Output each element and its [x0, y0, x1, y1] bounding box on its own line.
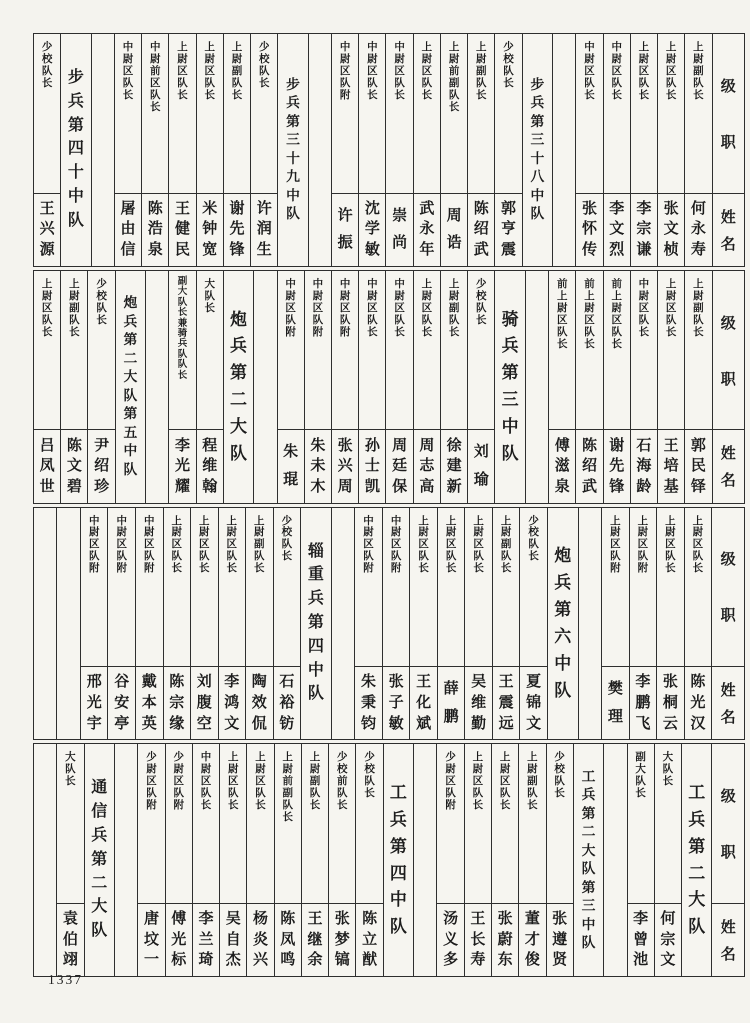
roster-entry-column — [223, 34, 250, 266]
rank-header-label: 级 职 — [720, 789, 736, 862]
rank-label: 上 尉 区 队 长 — [418, 515, 429, 575]
unit-title-column — [681, 744, 711, 976]
roster-entry-column — [274, 744, 301, 976]
unit-name: 辎 重 兵 第 四 中 队 — [307, 542, 324, 703]
person-name: 张 桐 云 — [662, 674, 678, 732]
person-name: 米 钟 宽 — [202, 200, 218, 259]
roster-entry-column — [190, 508, 218, 740]
unit-name: 步 兵 第 四 十 中 队 — [67, 69, 84, 229]
person-name: 樊 理 — [607, 681, 623, 725]
spacer-column — [91, 34, 114, 266]
roster-entry-column — [168, 271, 195, 503]
rank-label: 上 尉 区 队 长 — [41, 278, 53, 338]
person-name: 武 永 年 — [419, 200, 435, 259]
person-name: 刘 瑜 — [473, 444, 489, 488]
rank-label: 上 尉 区 队 长 — [692, 515, 704, 575]
roster-entry-column — [301, 744, 328, 976]
roster-entry-column — [385, 271, 412, 503]
roster-entry-column — [87, 271, 114, 503]
rank-label: 上 尉 副 队 长 — [254, 515, 265, 575]
rank-label: 中 尉 区 队 附 — [339, 42, 351, 101]
roster-entry-column — [437, 508, 465, 740]
roster-entry-column — [519, 508, 547, 740]
person-name: 周 志 高 — [419, 437, 435, 495]
person-name: 孙 士 凯 — [364, 437, 380, 495]
rank-label: 中 尉 区 队 长 — [584, 42, 595, 101]
roster-entry-column — [331, 271, 358, 503]
roster-entry-column — [219, 744, 246, 976]
rank-header-label: 级 职 — [720, 315, 736, 388]
spacer-column — [603, 744, 626, 976]
rank-header-label: 级 职 — [720, 78, 736, 151]
rank-label: 上 尉 区 队 长 — [204, 42, 215, 101]
roster-entry-column — [273, 508, 301, 740]
unit-title-column — [383, 744, 413, 976]
rank-label: 中 尉 区 队 长 — [367, 42, 378, 101]
roster-entry-column — [196, 271, 223, 503]
roster-entry-column — [546, 744, 573, 976]
roster-entry-column — [304, 271, 331, 503]
spacer-column — [552, 34, 575, 266]
page-number: 1337 — [48, 972, 83, 987]
person-name: 李 光 耀 — [175, 437, 191, 495]
roster-table — [33, 33, 745, 977]
person-name: 何 永 寿 — [690, 200, 706, 259]
person-name: 夏 锦 文 — [526, 674, 542, 732]
rank-label: 中 尉 区 队 长 — [638, 278, 650, 338]
roster-entry-column — [684, 271, 711, 503]
rank-label: 副 大 队 长 — [635, 752, 646, 800]
roster-entry-column — [491, 744, 518, 976]
person-name: 徐 建 新 — [446, 437, 462, 495]
person-name: 陈 光 汉 — [690, 674, 706, 732]
rank-label: 少 校 队 长 — [554, 752, 565, 800]
roster-entry-column — [629, 508, 657, 740]
roster-entry-column — [548, 271, 575, 503]
person-name: 张 梦 镐 — [334, 911, 350, 969]
roster-entry-column — [436, 744, 463, 976]
unit-name: 炮 兵 第 二 大 队 第 五 中 队 — [123, 295, 138, 477]
rank-label: 中 尉 区 队 附 — [143, 515, 155, 575]
person-name: 张 怀 传 — [581, 200, 597, 259]
rank-label: 中 尉 区 队 长 — [394, 278, 405, 338]
roster-entry-column — [354, 508, 382, 740]
person-name: 陈 宗 缘 — [169, 674, 185, 732]
rank-label: 上 尉 区 队 长 — [499, 752, 511, 812]
roster-band-2 — [33, 270, 745, 504]
person-name: 陈 绍 武 — [581, 437, 597, 495]
person-name: 吴 维 勤 — [471, 674, 487, 732]
rank-label: 少 校 队 长 — [41, 42, 53, 89]
name-header-label: 姓 名 — [720, 446, 736, 490]
unit-title-column — [277, 34, 307, 266]
person-name: 李 兰 琦 — [198, 911, 214, 969]
person-name: 刘 腹 空 — [196, 674, 212, 732]
person-name: 陶 效 侃 — [251, 674, 267, 732]
roster-entry-column — [355, 744, 382, 976]
rank-label: 中 尉 区 队 附 — [88, 515, 100, 575]
person-name: 沈 学 敏 — [364, 200, 380, 259]
rank-label: 上 尉 区 队 长 — [421, 278, 433, 338]
roster-entry-column — [464, 744, 491, 976]
rank-label: 上 尉 区 队 长 — [665, 278, 677, 338]
roster-entry-column — [656, 508, 684, 740]
person-name: 崇 尚 — [392, 207, 408, 252]
unit-name: 炮 兵 第 二 大 队 — [230, 309, 248, 463]
roster-entry-column — [246, 744, 273, 976]
roster-entry-column — [60, 271, 87, 503]
roster-entry-column — [464, 508, 492, 740]
rank-label: 上 尉 副 队 长 — [693, 42, 704, 101]
rank-label: 上 尉 副 队 长 — [231, 42, 243, 101]
person-name: 张 蔚 东 — [497, 911, 513, 969]
person-name: 戴 本 英 — [141, 674, 157, 732]
roster-entry-column — [467, 34, 494, 266]
rank-label: 中 尉 区 队 长 — [611, 42, 622, 101]
person-name: 邢 光 宇 — [86, 674, 102, 732]
person-name: 王 震 远 — [498, 674, 514, 732]
name-header-label: 姓 名 — [720, 683, 736, 727]
rank-label: 少 校 队 长 — [364, 752, 375, 800]
rank-label: 中 尉 区 队 长 — [122, 42, 134, 101]
rank-label: 中 尉 前 区 队 长 — [150, 42, 161, 113]
rank-label: 少 校 队 长 — [258, 42, 270, 89]
roster-entry-column — [358, 271, 385, 503]
roster-entry-column — [56, 744, 83, 976]
roster-entry-column — [409, 508, 437, 740]
spacer-column — [145, 271, 168, 503]
rank-label: 中 尉 区 队 附 — [339, 278, 351, 338]
spacer-column — [331, 508, 355, 740]
roster-entry-column — [385, 34, 412, 266]
unit-title-column — [223, 271, 253, 503]
rank-label: 上 尉 区 队 长 — [638, 42, 650, 101]
roster-entry-column — [518, 744, 545, 976]
unit-name: 步 兵 第 三 十 九 中 队 — [286, 76, 300, 222]
spacer-column — [253, 271, 276, 503]
rank-label: 少 尉 区 队 附 — [146, 752, 157, 812]
person-name: 朱 未 木 — [310, 437, 326, 495]
person-name: 李 宗 谦 — [636, 200, 652, 259]
person-name: 傅 滋 泉 — [554, 437, 570, 495]
rank-label: 上 尉 区 队 长 — [472, 752, 484, 812]
person-name: 许 润 生 — [256, 200, 272, 259]
roster-band-1 — [33, 33, 745, 267]
unit-title-column — [115, 271, 145, 503]
roster-entry-column — [684, 34, 711, 266]
rank-name-header-column — [711, 744, 744, 976]
roster-entry-column — [328, 744, 355, 976]
person-name: 许 振 — [337, 207, 353, 252]
person-name: 朱 秉 钧 — [361, 674, 377, 732]
rank-label: 上 尉 区 队 长 — [226, 515, 238, 575]
roster-entry-column — [654, 744, 681, 976]
rank-label: 上 尉 副 队 长 — [309, 752, 321, 812]
spacer-column — [308, 34, 331, 266]
person-name: 张 遵 贤 — [552, 911, 568, 969]
rank-label: 中 尉 区 队 附 — [285, 278, 296, 338]
rank-label: 少 校 队 长 — [96, 278, 107, 326]
roster-entry-column — [277, 271, 304, 503]
person-name: 董 才 俊 — [524, 911, 540, 969]
roster-entry-column — [657, 271, 684, 503]
person-name: 朱 琨 — [283, 444, 299, 488]
rank-label: 少 校 队 长 — [503, 42, 514, 89]
roster-entry-column — [603, 34, 630, 266]
roster-entry-column — [141, 34, 168, 266]
rank-label: 上 尉 副 队 长 — [476, 42, 487, 101]
person-name: 周 廷 保 — [392, 437, 408, 495]
person-name: 李 曾 池 — [633, 911, 649, 969]
person-name: 周 诰 — [446, 207, 462, 252]
roster-entry-column — [34, 34, 60, 266]
spacer-column — [34, 508, 57, 740]
roster-entry-column — [575, 271, 602, 503]
rank-label: 上 尉 区 队 长 — [445, 515, 457, 575]
roster-entry-column — [492, 508, 520, 740]
roster-entry-column — [413, 271, 440, 503]
roster-entry-column — [250, 34, 277, 266]
person-name: 李 鹏 飞 — [635, 674, 651, 732]
spacer-column — [56, 508, 80, 740]
person-name: 袁 伯 翊 — [62, 911, 78, 969]
rank-label: 上 尉 区 队 长 — [665, 515, 676, 575]
rank-label: 少 尉 区 队 附 — [173, 752, 184, 812]
unit-title-column — [60, 34, 90, 266]
rank-label: 中 尉 区 队 长 — [200, 752, 212, 812]
rank-label: 上 尉 副 队 长 — [448, 278, 460, 338]
roster-entry-column — [80, 508, 108, 740]
person-name: 陈 凤 鸣 — [280, 911, 296, 969]
person-name: 何 宗 文 — [660, 911, 676, 969]
person-name: 郭 民 铎 — [690, 437, 706, 495]
person-name: 杨 炎 兴 — [253, 911, 269, 969]
unit-name: 通 信 兵 第 二 大 队 — [91, 779, 108, 940]
roster-entry-column — [601, 508, 629, 740]
roster-entry-column — [245, 508, 273, 740]
rank-label: 上 尉 区 队 长 — [255, 752, 266, 812]
roster-entry-column — [627, 744, 654, 976]
roster-entry-column — [440, 34, 467, 266]
rank-label: 上 尉 副 队 长 — [527, 752, 538, 812]
spacer-column — [34, 744, 56, 976]
rank-label: 上 尉 区 队 长 — [665, 42, 677, 101]
spacer-column — [525, 271, 548, 503]
roster-entry-column — [382, 508, 410, 740]
roster-entry-column — [630, 34, 657, 266]
roster-band-3 — [33, 507, 745, 741]
person-name: 王 化 斌 — [416, 674, 432, 732]
unit-title-column — [84, 744, 114, 976]
rank-label: 上 尉 区 队 长 — [199, 515, 210, 575]
roster-entry-column — [603, 271, 630, 503]
unit-title-column — [547, 508, 578, 740]
spacer-column — [578, 508, 602, 740]
rank-label: 少 尉 区 队 附 — [445, 752, 456, 812]
person-name: 陈 文 碧 — [66, 437, 82, 495]
roster-entry-column — [494, 34, 521, 266]
unit-title-column — [494, 271, 524, 503]
unit-title-column — [300, 508, 331, 740]
unit-name: 工 兵 第 四 中 队 — [389, 783, 407, 937]
rank-label: 前 上 尉 区 队 长 — [584, 278, 595, 350]
rank-label: 中 尉 区 队 长 — [367, 278, 378, 338]
roster-entry-column — [107, 508, 135, 740]
rank-label: 上 尉 区 队 长 — [171, 515, 182, 575]
roster-entry-column — [575, 34, 602, 266]
rank-label: 上 尉 区 队 长 — [177, 42, 188, 101]
person-name: 陈 立 猷 — [362, 911, 378, 969]
person-name: 王 培 基 — [663, 437, 679, 495]
rank-label: 少 校 队 长 — [281, 515, 293, 563]
roster-entry-column — [163, 508, 191, 740]
person-name: 汤 义 多 — [443, 911, 459, 969]
person-name: 谢 先 锋 — [609, 437, 625, 495]
person-name: 屠 由 信 — [120, 200, 136, 259]
roster-entry-column — [34, 271, 60, 503]
person-name: 陈 浩 泉 — [147, 200, 163, 259]
roster-entry-column — [331, 34, 358, 266]
rank-label: 前 上 尉 区 队 长 — [556, 278, 568, 350]
person-name: 张 文 桢 — [663, 200, 679, 259]
rank-label: 副 大 队 长 兼 骑 兵 队 队 长 — [177, 276, 188, 381]
rank-label: 少 校 队 长 — [528, 515, 539, 563]
unit-title-column — [522, 34, 552, 266]
roster-entry-column — [135, 508, 163, 740]
rank-label: 上 尉 区 队 附 — [610, 515, 621, 575]
person-name: 石 裕 钫 — [279, 674, 295, 732]
roster-entry-column — [137, 744, 164, 976]
person-name: 王 兴 源 — [39, 200, 55, 259]
roster-entry-column — [114, 34, 141, 266]
unit-name: 骑 兵 第 三 中 队 — [501, 309, 519, 463]
rank-label: 上 尉 区 队 长 — [473, 515, 484, 575]
rank-label: 中 尉 区 队 附 — [312, 278, 324, 338]
unit-name: 工 兵 第 二 大 队 — [688, 783, 706, 937]
rank-label: 上 尉 区 队 长 — [227, 752, 239, 812]
roster-entry-column — [218, 508, 246, 740]
rank-label: 少 校 前 队 长 — [337, 752, 348, 812]
person-name: 谢 先 锋 — [229, 200, 245, 259]
roster-entry-column — [413, 34, 440, 266]
rank-label: 大 队 长 — [662, 752, 674, 788]
rank-name-header-column — [711, 508, 744, 740]
roster-entry-column — [684, 508, 712, 740]
person-name: 吕 凤 世 — [39, 437, 55, 495]
person-name: 程 维 翰 — [202, 437, 218, 495]
spacer-column — [413, 744, 436, 976]
roster-band-4 — [33, 743, 745, 977]
rank-label: 上 尉 前 副 队 长 — [448, 42, 460, 113]
person-name: 谷 安 亭 — [114, 674, 130, 732]
person-name: 吴 自 杰 — [225, 911, 241, 969]
rank-label: 大 队 长 — [65, 752, 76, 788]
rank-label: 上 尉 副 队 长 — [69, 278, 80, 338]
roster-entry-column — [630, 271, 657, 503]
roster-entry-column — [358, 34, 385, 266]
unit-name: 步 兵 第 三 十 八 中 队 — [530, 76, 545, 222]
rank-name-header-column — [712, 271, 744, 503]
roster-entry-column — [467, 271, 494, 503]
person-name: 张 兴 周 — [337, 437, 353, 495]
unit-name: 炮 兵 第 六 中 队 — [554, 546, 572, 700]
rank-label: 中 尉 区 队 附 — [390, 515, 402, 575]
person-name: 王 健 民 — [175, 200, 191, 259]
person-name: 郭 亨 震 — [501, 200, 517, 259]
person-name: 张 子 敏 — [388, 674, 404, 732]
person-name: 尹 绍 珍 — [94, 437, 110, 495]
rank-name-header-column — [712, 34, 744, 266]
unit-name: 工 兵 第 二 大 队 第 三 中 队 — [581, 768, 596, 951]
person-name: 李 鸿 文 — [224, 674, 240, 732]
rank-label: 上 尉 前 副 队 长 — [282, 752, 294, 824]
rank-label: 上 尉 区 队 附 — [637, 515, 649, 575]
person-name: 李 文 烈 — [609, 200, 625, 259]
rank-label: 上 尉 副 队 长 — [693, 278, 704, 338]
rank-label: 前 上 尉 区 队 长 — [611, 278, 622, 350]
rank-label: 大 队 长 — [204, 278, 215, 314]
spacer-column — [114, 744, 137, 976]
person-name: 陈 绍 武 — [473, 200, 489, 259]
person-name: 傅 光 标 — [171, 911, 187, 969]
roster-entry-column — [196, 34, 223, 266]
rank-label: 中 尉 区 队 附 — [116, 515, 127, 575]
rank-header-label: 级 职 — [720, 552, 736, 625]
person-name: 王 长 寿 — [470, 911, 486, 969]
rank-label: 中 尉 区 队 附 — [363, 515, 374, 575]
name-header-label: 姓 名 — [720, 919, 736, 963]
roster-entry-column — [165, 744, 192, 976]
roster-entry-column — [440, 271, 467, 503]
rank-label: 上 尉 副 队 长 — [500, 515, 512, 575]
roster-entry-column — [168, 34, 195, 266]
roster-entry-column — [657, 34, 684, 266]
roster-entry-column — [192, 744, 219, 976]
person-name: 薛 鹏 — [443, 681, 459, 725]
rank-label: 中 尉 区 队 长 — [394, 42, 405, 101]
person-name: 唐 坟 一 — [143, 911, 159, 969]
rank-label: 上 尉 区 队 长 — [421, 42, 433, 101]
rank-label: 少 校 队 长 — [476, 278, 487, 326]
person-name: 石 海 龄 — [636, 437, 652, 495]
name-header-label: 姓 名 — [720, 209, 736, 253]
person-name: 王 继 余 — [307, 911, 323, 969]
unit-title-column — [573, 744, 603, 976]
